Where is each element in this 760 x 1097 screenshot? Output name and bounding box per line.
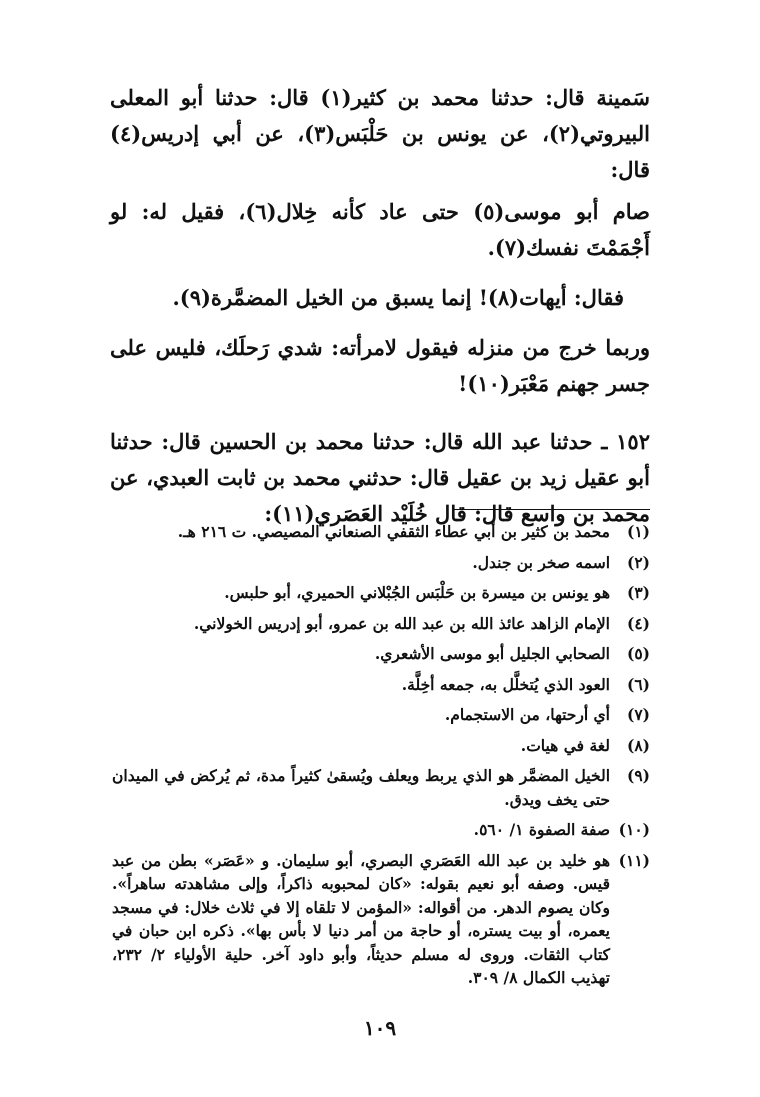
paragraph-abu-musa: صام أبو موسى(٥) حتى عاد كأنه خِلال(٦)، فقيل له: لو أَجْمَمْتَ نفسك(٧). (110, 199, 650, 260)
footnote-number: (١) (626, 522, 650, 541)
hadith-number: ١٥٢ (616, 429, 650, 454)
footnote-number: (٩) (626, 766, 650, 785)
paragraph-wife: وربما خرج من منزله فيقول لامرأته: شدي رَحلَك، فليس على جسر جهنم مَعْبَر(١٠)! (110, 335, 650, 396)
page-number: ١٠٩ (363, 1016, 397, 1040)
footnote-number: (٣) (626, 583, 650, 602)
footnote-text: الإمام الزاهد عائذ الله بن عبد الله بن عمرو، أبو إدريس الخولاني. (193, 613, 610, 633)
footnote-text: صفة الصفوة ١/ ٥٦٠. (473, 820, 610, 839)
footnote-item (112, 581, 650, 605)
footnote-item (112, 642, 650, 666)
footnote-item (112, 734, 650, 758)
footnote-text: لغة في هيات. (520, 735, 610, 755)
footnotes (112, 520, 650, 997)
footnote-item (112, 849, 650, 990)
footnote-number: (١٠) (618, 820, 650, 839)
hadith-152-text: ـ حدثنا عبد الله قال: حدثنا محمد بن الحسين قال: حدثنا أبو عقيل زيد بن عقيل قال: حدثني محمد بن ثابت العبدي، عن محمد بن واسع قال: قال خُلَيْد العَصَري(١١): (110, 429, 650, 526)
footnote-number: (٦) (626, 674, 650, 694)
footnote-text: هو يونس بن ميسرة بن حَلْبَس الجُبْلاني الحميري، أبو حلبس. (224, 583, 610, 602)
footnote-text: الصحابي الجليل أبو موسى الأشعري. (374, 644, 610, 663)
footnote-number: (٥) (626, 644, 650, 663)
footnote-item (112, 764, 650, 811)
footnote-number: (١١) (618, 850, 650, 870)
footnote-number: (٨) (626, 735, 650, 755)
footnote-text: اسمه صخر بن جندل. (472, 552, 610, 572)
footnote-item (112, 818, 650, 842)
footnote-item (112, 673, 650, 697)
footnote-text: أي أرحتها، من الاستجمام. (444, 705, 610, 724)
footnote-text: محمد بن كثير بن أبي عطاء الثقفي الصنعاني المصيصي. ت ٢١٦ هـ. (177, 522, 610, 541)
footnote-divider (454, 509, 650, 510)
footnote-item (112, 703, 650, 727)
footnote-item (112, 551, 650, 575)
footnote-text: العود الذي يُتخلَّل به، جمعه أخِلَّة. (401, 674, 610, 694)
main-text (110, 80, 650, 532)
footnote-item (112, 520, 650, 544)
paragraph-isnad-1: سَمينة قال: حدثنا محمد بن كثير(١) قال: حدثنا أبو المعلى البيروتي(٢)، عن يونس بن حَلْبَس(٣)، عن أبي إدريس(٤) قال: (110, 85, 650, 182)
paragraph-reply: فقال: أيهات(٨)! إنما يسبق من الخيل المضمَّرة(٩). (172, 285, 624, 310)
footnote-text: الخيل المضمَّر هو الذي يربط ويعلف ويُسقىٰ كثيراً مدة، ثم يُركض في الميدان حتى يخف ويدق. (112, 766, 610, 809)
footnote-number: (٢) (626, 552, 650, 572)
footnote-number: (٤) (626, 613, 650, 633)
footnote-number: (٧) (626, 705, 650, 724)
footnote-item (112, 612, 650, 636)
footnote-text: هو خليد بن عبد الله العَصَري البصري، أبو سليمان. و «عَصَر» بطن من عبد قيس. وصفه أبو نعيم بقوله: «كان لمحبوبه ذاكراً، وإلى مشاهدته ساهراً». وكان يصوم الدهر. من أقواله: «المؤمن لا تلقاه إلا في ثلاث خلال: في مسجد يعمره، أو بيت يستره، أو حاجة من أمر دنيا لا بأس بها». ذكره ابن حبان في كتاب الثقات. وروى له مسلم حديثاً، وأبو داود آخر. حلية الأولياء ٢/ ٢٣٢، تهذيب الكمال ٨/ ٣٠٩. (112, 850, 611, 987)
paragraph-hadith-152 (110, 424, 650, 532)
